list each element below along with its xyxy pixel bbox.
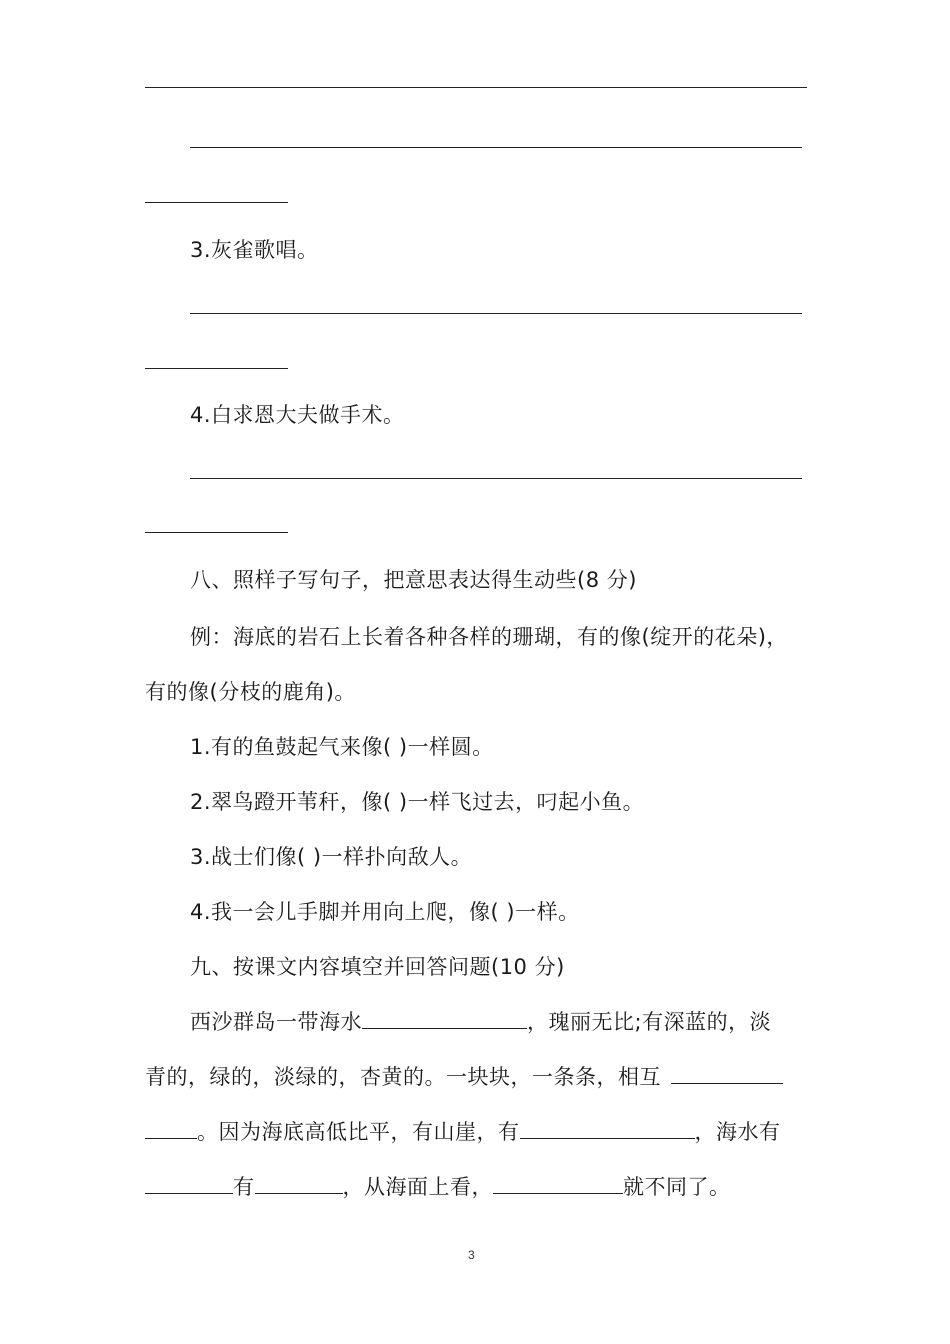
answer-line-indented — [190, 147, 802, 148]
fill-blank — [362, 1008, 527, 1029]
sentence-3: 3.战士们像( )一样扑向敌人。 — [190, 845, 473, 869]
fill-paragraph-line-3 — [145, 1118, 781, 1146]
fill-blank — [671, 1063, 783, 1084]
fill-paragraph-line-4 — [145, 1173, 731, 1201]
fill-blank — [520, 1118, 695, 1139]
answer-line-short — [145, 368, 288, 369]
fill-blank — [255, 1173, 343, 1194]
sentence-1: 1.有的鱼鼓起气来像( )一样圆。 — [190, 735, 494, 759]
text-segment: 西沙群岛一带海水 — [190, 1010, 362, 1034]
answer-line-full — [145, 87, 807, 88]
text-segment: ，海水有 — [694, 1120, 781, 1144]
text-segment: 就不同了。 — [623, 1175, 731, 1199]
text-segment: 。因为海底高低比平，有山崖，有 — [197, 1120, 520, 1144]
example-line-1: 例：海底的岩石上长着各种各样的珊瑚，有的像(绽开的花朵)， — [190, 625, 788, 649]
fill-blank — [145, 1118, 197, 1139]
text-segment: ，从海面上看， — [342, 1175, 493, 1199]
question-3: 3.灰雀歌唱。 — [190, 238, 319, 262]
section-8-heading: 八、照样子写句子，把意思表达得生动些(8 分) — [190, 568, 637, 592]
fill-blank — [493, 1173, 623, 1194]
fill-blank — [145, 1173, 233, 1194]
example-line-2: 有的像(分枝的鹿角)。 — [145, 680, 356, 704]
text-segment: 青的，绿的，淡绿的，杏黄的。一块块，一条条，相互 — [145, 1065, 661, 1089]
sentence-4: 4.我一会儿手脚并用向上爬，像( )一样。 — [190, 900, 580, 924]
fill-paragraph-line-2 — [145, 1063, 783, 1091]
page-number: 3 — [468, 1248, 475, 1262]
sentence-2: 2.翠鸟蹬开苇秆，像( )一样飞过去，叼起小鱼。 — [190, 790, 645, 814]
answer-line-short — [145, 202, 288, 203]
text-segment: 有 — [233, 1175, 255, 1199]
answer-line-short — [145, 532, 288, 533]
section-9-heading: 九、按课文内容填空并回答问题(10 分) — [190, 955, 565, 979]
answer-line-indented — [190, 313, 802, 314]
question-4: 4.白求恩大夫做手术。 — [190, 403, 405, 427]
answer-line-indented — [190, 478, 802, 479]
text-segment: ，瑰丽无比;有深蓝的，淡 — [527, 1010, 772, 1034]
fill-paragraph-line-1 — [190, 1008, 771, 1036]
